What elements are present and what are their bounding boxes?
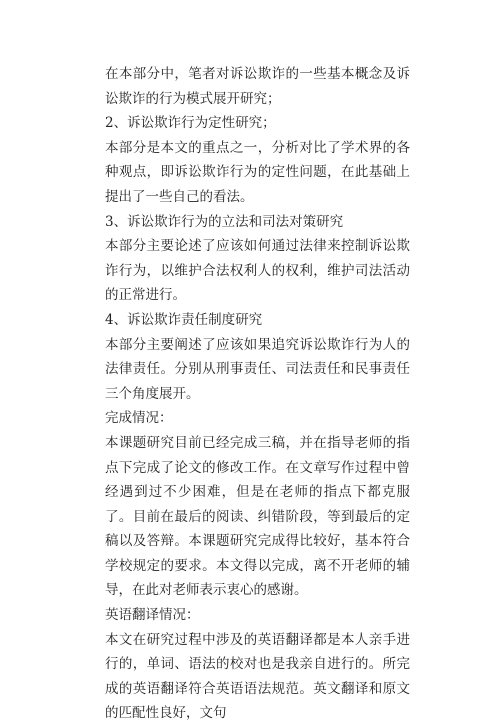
heading-section-2: 2、诉讼欺诈行为定性研究； [105, 115, 276, 132]
paragraph-qualitative-analysis: 本部分是本文的重点之一，分析对比了学术界的各种观点，即诉讼欺诈行为的定性问题，在此基础上提出了一些自己的看法。 [105, 139, 410, 205]
document-body [88, 62, 410, 726]
paragraph-behavior-model: 在本部分中，笔者对诉讼欺诈的一些基本概念及诉讼欺诈的行为模式展开研究； [105, 66, 410, 107]
heading-section-4: 4、诉讼欺诈责任制度研究 [105, 311, 263, 328]
paragraph-completion-details: 本课题研究目前已经完成三稿，并在指导老师的指点下完成了论文的修改工作。在文章写作过程中曾经遇到过不少困难，但是在老师的指点下都克服了。目前在最后的阅读、纠错阶段，等到最后的定稿以及答辩。本课题研究完成得比较好，基本符合学校规定的要求。本文得以完成，离不开老师的辅导，在此对老师表示衷心的感谢。 [105, 434, 410, 599]
heading-completion-status: 完成情况： [105, 410, 173, 427]
paragraph-translation-details: 本文在研究过程中涉及的英语翻译都是本人亲手进行的，单词、语法的校对也是我亲自进行的。所完成的英语翻译符合英语语法规范。英文翻译和原文的匹配性良好，文句 [105, 631, 410, 722]
heading-english-translation: 英语翻译情况： [105, 607, 200, 624]
paragraph-legislative-countermeasures: 本部分主要论述了应该如何通过法律来控制诉讼欺诈行为，以维护合法权利人的权利，维护司法活动的正常进行。 [105, 238, 410, 304]
paragraph-liability-system: 本部分主要阐述了应该如果追究诉讼欺诈行为人的法律责任。分别从刑事责任、司法责任和民事责任三个角度展开。 [105, 336, 410, 402]
heading-section-3: 3、诉讼欺诈行为的立法和司法对策研究 [105, 213, 344, 230]
